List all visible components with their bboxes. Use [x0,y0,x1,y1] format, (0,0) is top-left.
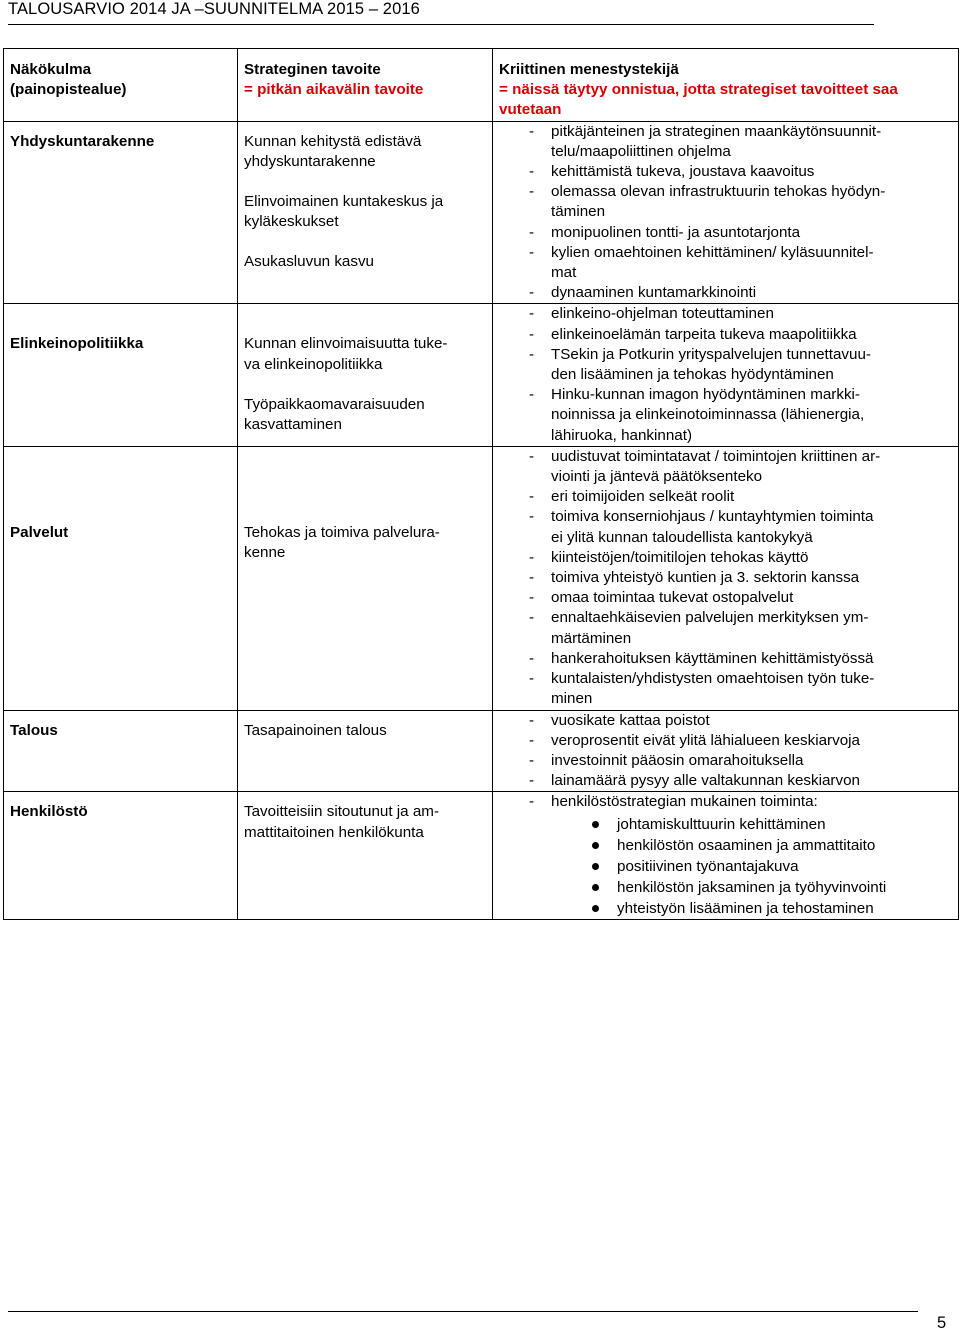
header-perspective-line2: (painopistealue) [10,81,127,99]
list-item [493,608,958,648]
list-item [493,243,958,283]
goal-text: va elinkeinopolitiikka [244,355,383,373]
list-item [493,447,958,487]
goal-text [244,375,486,395]
strategy-table [3,48,959,920]
document-title: TALOUSARVIO 2014 JA –SUUNNITELMA 2015 – 2016 [8,0,420,18]
list-item [493,771,958,791]
goal-text: mattitaitoinen henkilökunta [244,823,424,841]
goal-text: Asukasluvun kasvu [244,253,375,271]
goal-text: Kunnan elinvoimaisuutta tuke- [244,335,448,353]
goal-cell [238,304,493,446]
critical-factor-text: - vuosikate kattaa poistot [551,711,710,729]
critical-factor-text: täminen [551,203,606,221]
critical-factor-text: - elinkeinoelämän tarpeita tukeva maapolitiikka [551,325,857,343]
list-item [493,588,958,608]
header-critical-factor [493,49,959,122]
page-number: 5 [937,1314,947,1332]
critical-factor-cell [493,710,959,792]
perspective-label: Elinkeinopolitiikka [10,335,144,353]
goal-text: kasvattaminen [244,416,342,434]
goal-cell [238,446,493,710]
header-critical-factor-line2: = näissä täytyy onnistua, jotta strategiset tavoitteet saa [499,81,898,99]
goal-text: Tasapainoinen talous [244,721,387,739]
list-item [493,385,958,446]
goal-cell [238,792,493,919]
footer-divider [8,1311,918,1312]
critical-factor-text: - elinkeino-ohjelman toteuttaminen [551,305,774,323]
header-goal-line1: Strateginen tavoite [244,61,381,78]
bullet-text: henkilöstön jaksaminen ja työhyvinvointi [617,878,887,896]
critical-factor-text: - omaa toimintaa tukevat ostopalvelut [551,589,794,607]
perspective-label: Talous [10,721,58,739]
critical-factor-text: - toimiva yhteistyö kuntien ja 3. sektorin kanssa [551,569,860,587]
table-row [4,304,959,446]
bullet-dot-icon [592,863,599,870]
perspective-cell [4,710,238,792]
bullet-dot-icon [592,821,599,828]
list-item [493,507,958,547]
bullet-list [493,814,958,919]
list-item [493,751,958,771]
bullet-text: yhteistyön lisääminen ja tehostaminen [617,899,874,917]
critical-factor-text: - monipuolinen tontti- ja asuntotarjonta [551,223,801,241]
goal-text: kenne [244,544,286,562]
list-item [493,325,958,345]
goal-text: yhdyskuntarakenne [244,152,376,170]
critical-factor-cell [493,446,959,710]
bullet-item [493,877,958,898]
bullet-item [493,856,958,877]
header-goal [238,49,493,122]
critical-factor-list [493,122,958,304]
critical-factor-text: - ennaltaehkäisevien palvelujen merkityksen ym- [551,609,869,627]
bullet-dot-icon [592,842,599,849]
list-item [493,487,958,507]
header-critical-factor-line3: vutetaan [499,101,562,119]
perspective-cell [4,121,238,304]
list-item [493,283,958,303]
critical-factor-text: lähiruoka, hankinnat) [551,426,692,444]
goal-cell [238,710,493,792]
list-item [493,792,958,812]
list-item [493,182,958,222]
list-item [493,649,958,669]
list-item [493,669,958,709]
list-item [493,223,958,243]
critical-factor-text: ei ylitä kunnan taloudellista kantokykyä [551,528,813,546]
critical-factor-text: märtäminen [551,629,632,647]
critical-factor-text: - eri toimijoiden selkeät roolit [551,488,735,506]
critical-factor-text: - kylien omaehtoinen kehittäminen/ kyläsuunnitel- [551,243,874,261]
critical-factor-text: - hankerahoituksen käyttäminen kehittämistyössä [551,649,874,667]
critical-factor-cell [493,304,959,446]
list-item [493,548,958,568]
critical-factor-text: - kehittämistä tukeva, joustava kaavoitus [551,163,815,181]
table-row [4,710,959,792]
critical-factor-text: telu/maapoliittinen ohjelma [551,142,731,160]
list-item [493,568,958,588]
critical-factor-text: - dynaaminen kuntamarkkinointi [551,284,757,302]
bullet-text: henkilöstön osaaminen ja ammattitaito [617,836,876,854]
table-row [4,121,959,304]
bullet-dot-icon [592,905,599,912]
perspective-cell [4,792,238,919]
list-item [493,731,958,751]
perspective-label: Yhdyskuntarakenne [10,132,155,150]
critical-factor-text: - Hinku-kunnan imagon hyödyntäminen markki- [551,386,860,404]
critical-factor-text: - olemassa olevan infrastruktuurin tehokas hyödyn- [551,183,886,201]
goal-text: Tavoitteisiin sitoutunut ja am- [244,803,439,821]
header-critical-factor-line1: Kriittinen menestystekijä [499,61,679,78]
list-item [493,304,958,324]
table-header-row [4,49,959,122]
bullet-item [493,814,958,835]
critical-factor-text: - uudistuvat toimintatavat / toimintojen kriittinen ar- [551,447,881,465]
critical-factor-list [493,711,958,792]
critical-factor-text: - veroprosentit eivät ylitä lähialueen keskiarvoja [551,731,860,749]
goal-text: Tehokas ja toimiva palvelura- [244,523,440,541]
bullet-text: johtamiskulttuurin kehittäminen [617,815,826,833]
critical-factor-text: - kuntalaisten/yhdistysten omaehtoisen työn tuke- [551,670,875,688]
critical-factor-cell [493,121,959,304]
bullet-item [493,898,958,919]
bullet-text: positiivinen työnantajakuva [617,857,799,875]
goal-text: kyläkeskukset [244,213,339,231]
perspective-cell [4,304,238,446]
critical-factor-list [493,304,958,445]
critical-factor-text: viointi ja jäntevä päätöksenteko [551,468,763,486]
critical-factor-text: - investoinnit pääosin omarahoituksella [551,751,804,769]
goal-text [244,232,486,252]
goal-cell [238,121,493,304]
perspective-label: Palvelut [10,523,69,541]
critical-factor-text: - pitkäjänteinen ja strateginen maankäytönsuunnit- [551,122,882,140]
critical-factor-text: - henkilöstöstrategian mukainen toiminta: [551,793,818,811]
header-perspective [4,49,238,122]
page-header [8,0,874,25]
critical-factor-text: - lainamäärä pysyy alle valtakunnan keskiarvon [551,772,860,790]
goal-text: Kunnan kehitystä edistävä [244,132,422,150]
bullet-item [493,835,958,856]
critical-factor-text: - kiinteistöjen/toimitilojen tehokas käyttö [551,548,809,566]
critical-factor-text: noinnissa ja elinkeinotoiminnassa (lähienergia, [551,406,865,424]
header-goal-line2: = pitkän aikavälin tavoite [244,81,424,99]
goal-text [244,172,486,192]
goal-text: Työpaikkaomavaraisuuden [244,395,425,413]
critical-factor-text: - toimiva konserniohjaus / kuntayhtymien toiminta [551,508,874,526]
critical-factor-text: den lisääminen ja tehokas hyödyntäminen [551,366,834,384]
critical-factor-text: minen [551,690,593,708]
list-item [493,345,958,385]
goal-text: Elinvoimainen kuntakeskus ja [244,193,444,211]
perspective-cell [4,446,238,710]
list-item [493,711,958,731]
table-row [4,446,959,710]
critical-factor-list [493,447,958,710]
header-perspective-line1: Näkökulma [10,61,92,78]
critical-factor-text: - TSekin ja Potkurin yrityspalvelujen tunnettavuu- [551,345,871,363]
list-item [493,122,958,162]
critical-factor-cell [493,792,959,919]
perspective-label: Henkilöstö [10,803,88,821]
list-item [493,162,958,182]
table-row [4,792,959,919]
bullet-dot-icon [592,884,599,891]
critical-factor-list [493,792,958,812]
critical-factor-text: mat [551,264,577,282]
